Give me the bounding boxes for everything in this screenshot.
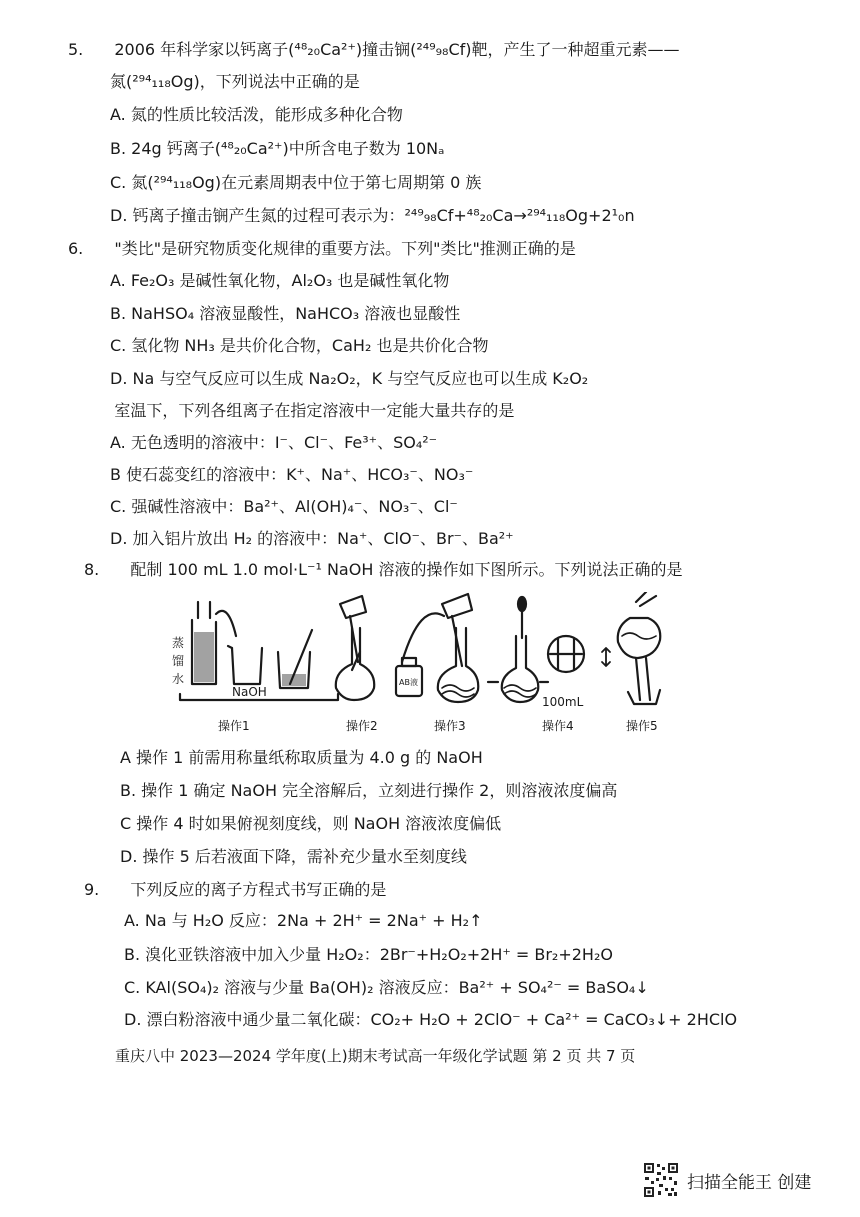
q6-option-b: B. NaHSO₄ 溶液显酸性，NaHCO₃ 溶液也显酸性 (110, 304, 461, 323)
water-label-2: 馏 (172, 654, 185, 668)
volume-label: 100mL (542, 695, 584, 709)
q5-number: 5. (68, 40, 84, 59)
q8-option-d: D. 操作 5 后若液面下降，需补充少量水至刻度线 (120, 847, 467, 866)
graduated-cylinder-icon (192, 602, 236, 684)
scanner-text: 扫描全能王 创建 (687, 1172, 812, 1193)
magnified-scale-icon (548, 636, 584, 672)
q6-number: 6. (68, 239, 84, 258)
q7-option-d: D. 加入铝片放出 H₂ 的溶液中：Na⁺、ClO⁻、Br⁻、Ba²⁺ (110, 529, 514, 548)
beaker-icon (228, 646, 262, 684)
solution-preparation-figure (170, 592, 700, 737)
step-5-label: 操作5 (626, 719, 658, 733)
reagent-bottle-icon (396, 613, 444, 696)
step-4-label: 操作4 (542, 719, 574, 733)
q8-number: 8. (84, 560, 100, 579)
q7-option-a: A. 无色透明的溶液中：I⁻、Cl⁻、Fe³⁺、SO₄²⁻ (110, 433, 438, 452)
q8-option-a: A 操作 1 前需用称量纸称取质量为 4.0 g 的 NaOH (120, 748, 483, 767)
beaker-stirring-icon (278, 630, 312, 688)
q9-option-c: C. KAl(SO₄)₂ 溶液与少量 Ba(OH)₂ 溶液反应：Ba²⁺ + SO₄²⁻ = BaSO₄↓ (124, 978, 649, 997)
q5-option-a: A. 氮的性质比较活泼，能形成多种化合物 (110, 105, 403, 124)
scanner-watermark (643, 1160, 811, 1200)
inverted-flask-icon (618, 592, 661, 704)
q9-option-d: D. 漂白粉溶液中通少量二氧化碳：CO₂+ H₂O + 2ClO⁻ + Ca²⁺ = CaCO₃↓+ 2HClO (124, 1010, 738, 1029)
q8-stem: 8. 配制 100 mL 1.0 mol·L⁻¹ NaOH 溶液的操作如下图所示。下列说法正确的是 (84, 558, 682, 582)
bottle-label: AB液 (399, 678, 418, 687)
q9-option-a: A. Na 与 H₂O 反应：2Na + 2H⁺ = 2Na⁺ + H₂↑ (124, 911, 483, 930)
q5-option-c: C. 氮(²⁹⁴₁₁₈Og)在元素周期表中位于第七周期第 0 族 (110, 173, 482, 192)
volumetric-flask-filled-icon (438, 594, 478, 702)
q8-option-c: C 操作 4 时如果俯视刻度线，则 NaOH 溶液浓度偏低 (120, 814, 502, 833)
volumetric-flask-pouring-icon (336, 596, 374, 700)
q5-option-d: D. 钙离子撞击锎产生氮的过程可表示为：²⁴⁹₉₈Cf+⁴⁸₂₀Ca→²⁹⁴₁₁₈Og+2¹₀n (110, 206, 635, 225)
q5-stem-line-1: 5. 2006 年科学家以钙离子(⁴⁸₂₀Ca²⁺)撞击锎(²⁴⁹₉₈Cf)靶，产生了一种超重元素—— (68, 38, 680, 62)
naoh-label: NaOH (232, 685, 267, 699)
q7-stem: 室温下，下列各组离子在指定溶液中一定能大量共存的是 (114, 401, 515, 420)
water-label-3: 水 (172, 672, 185, 686)
q9-number: 9. (84, 880, 100, 899)
q7-option-b: B 使石蕊变红的溶液中：K⁺、Na⁺、HCO₃⁻、NO₃⁻ (110, 465, 474, 484)
q9-option-b: B. 溴化亚铁溶液中加入少量 H₂O₂：2Br⁻+H₂O₂+2H⁺ = Br₂+2H₂O (124, 945, 613, 964)
page-footer: 重庆八中 2023—2024 学年度(上)期末考试高一年级化学试题 第 2 页 共 7 页 (115, 1047, 636, 1065)
q5-stem-line-2: 氮(²⁹⁴₁₁₈Og)，下列说法中正确的是 (110, 72, 360, 91)
q6-option-d: D. Na 与空气反应可以生成 Na₂O₂，K 与空气反应也可以生成 K₂O₂ (110, 369, 589, 388)
q8-option-b: B. 操作 1 确定 NaOH 完全溶解后，立刻进行操作 2，则溶液浓度偏高 (120, 781, 618, 800)
qr-code-icon (643, 1162, 679, 1198)
step-3-label: 操作3 (434, 719, 466, 733)
step-2-label: 操作2 (346, 719, 378, 733)
q5-option-b: B. 24g 钙离子(⁴⁸₂₀Ca²⁺)中所含电子数为 10Nₐ (110, 139, 445, 158)
water-label-1: 蒸 (172, 636, 185, 650)
q9-stem: 9. 下列反应的离子方程式书写正确的是 (84, 878, 386, 902)
step-1-label: 操作1 (218, 719, 250, 733)
dropper-flask-icon (502, 597, 538, 702)
q6-option-a: A. Fe₂O₃ 是碱性氧化物，Al₂O₃ 也是碱性氧化物 (110, 271, 450, 290)
up-down-arrow-icon (602, 648, 610, 666)
q7-option-c: C. 强碱性溶液中：Ba²⁺、Al(OH)₄⁻、NO₃⁻、Cl⁻ (110, 497, 458, 516)
q6-stem: 6. "类比"是研究物质变化规律的重要方法。下列"类比"推测正确的是 (68, 237, 576, 261)
q6-option-c: C. 氢化物 NH₃ 是共价化合物，CaH₂ 也是共价化合物 (110, 336, 489, 355)
